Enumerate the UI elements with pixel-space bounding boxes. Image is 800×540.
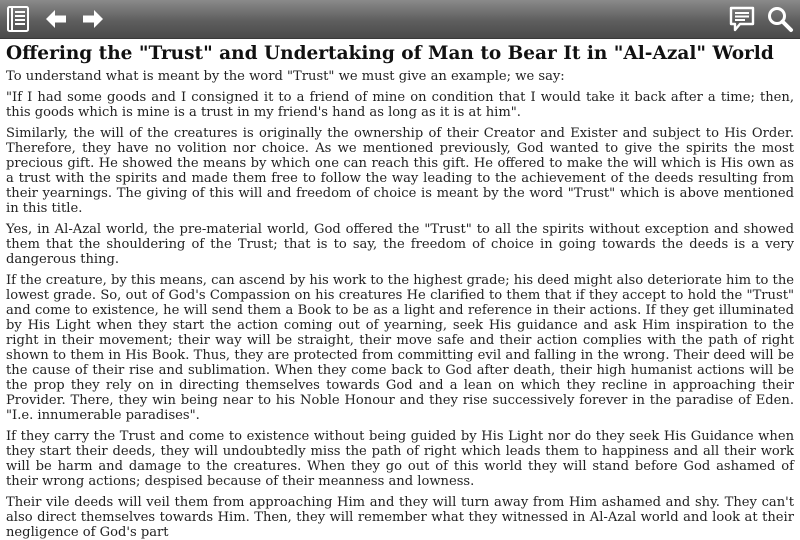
forward-arrow-icon [81,7,105,31]
table-of-contents-button[interactable] [2,3,34,35]
paragraph: Their vile deeds will veil them from approaching Him and they will turn away from Him ashamed and shy. They can't also direct themselves towards Him. Then, they will remember what they witnessed in Al-Azal world and look at their negligence of God's part [6,495,794,540]
back-button[interactable] [40,3,72,35]
paragraph: "If I had some goods and I consigned it to a friend of mine on condition that I would take it back after a time; then, this goods which is mine is a trust in my friend's hand as long as it is at him". [6,90,794,120]
paragraph: Yes, in Al-Azal world, the pre-material world, God offered the "Trust" to all the spirits without exception and showed them that the shouldering of the Trust; that is to say, the freedom of choice in going towards the deeds is a very dangerous thing. [6,222,794,267]
top-toolbar [0,0,800,39]
back-arrow-icon [44,7,68,31]
toc-icon [4,5,32,33]
search-button[interactable] [764,3,796,35]
paragraph: To understand what is meant by the word "Trust" we must give an example; we say: [6,69,565,84]
reader-content[interactable] [6,41,794,540]
search-icon [766,5,794,33]
notes-button[interactable] [726,3,758,35]
notes-icon [728,5,756,33]
article-title: Offering the "Trust" and Undertaking of Man to Bear It in "Al-Azal" World [6,43,774,64]
forward-button[interactable] [77,3,109,35]
paragraph: Similarly, the will of the creatures is originally the ownership of their Creator and Exister and subject to His Order. Therefore, they have no volition nor choice. As we mentioned previously, God wanted to give the spirits the most precious gift. He showed the means by which one can reach this gift. He offered to make the will which is His own as a trust with the spirits and made them free to follow the way leading to the achievement of the deeds resulting from their yearnings. The giving of this will and freedom of choice is meant by the word "Trust" which is above mentioned in this title. [6,126,794,216]
paragraph: If they carry the Trust and come to existence without being guided by His Light nor do they seek His Guidance when they start their deeds, they will undoubtedly miss the path of right which leads them to happiness and all their work will be harm and damage to the creatures. When they go out of this world they will stand before God ashamed of their wrong actions; despised because of their meanness and lowness. [6,429,794,489]
paragraph: If the creature, by this means, can ascend by his work to the highest grade; his deed might also deteriorate him to the lowest grade. So, out of God's Compassion on his creatures He clarified to them that if they accept to hold the "Trust" and come to existence, he will send them a Book to be as a light and reference in their actions. If they get illuminated by His Light when they start the action coming out of yearning, seek His guidance and ask Him inspiration to the right in their movement; their way will be straight, their move safe and their action complies with the path of right shown to them in His Book. Thus, they are protected from committing evil and falling in the wrong. Their deed will be the cause of their rise and sublimation. When they come back to God after death, their high humanist actions will be the prop they rely on in directing themselves towards God and a lean on which they recline in approaching their Provider. There, they win being near to his Noble Honour and they rise successively forever in the paradise of Eden. "I.e. innumerable paradises". [6,273,794,423]
